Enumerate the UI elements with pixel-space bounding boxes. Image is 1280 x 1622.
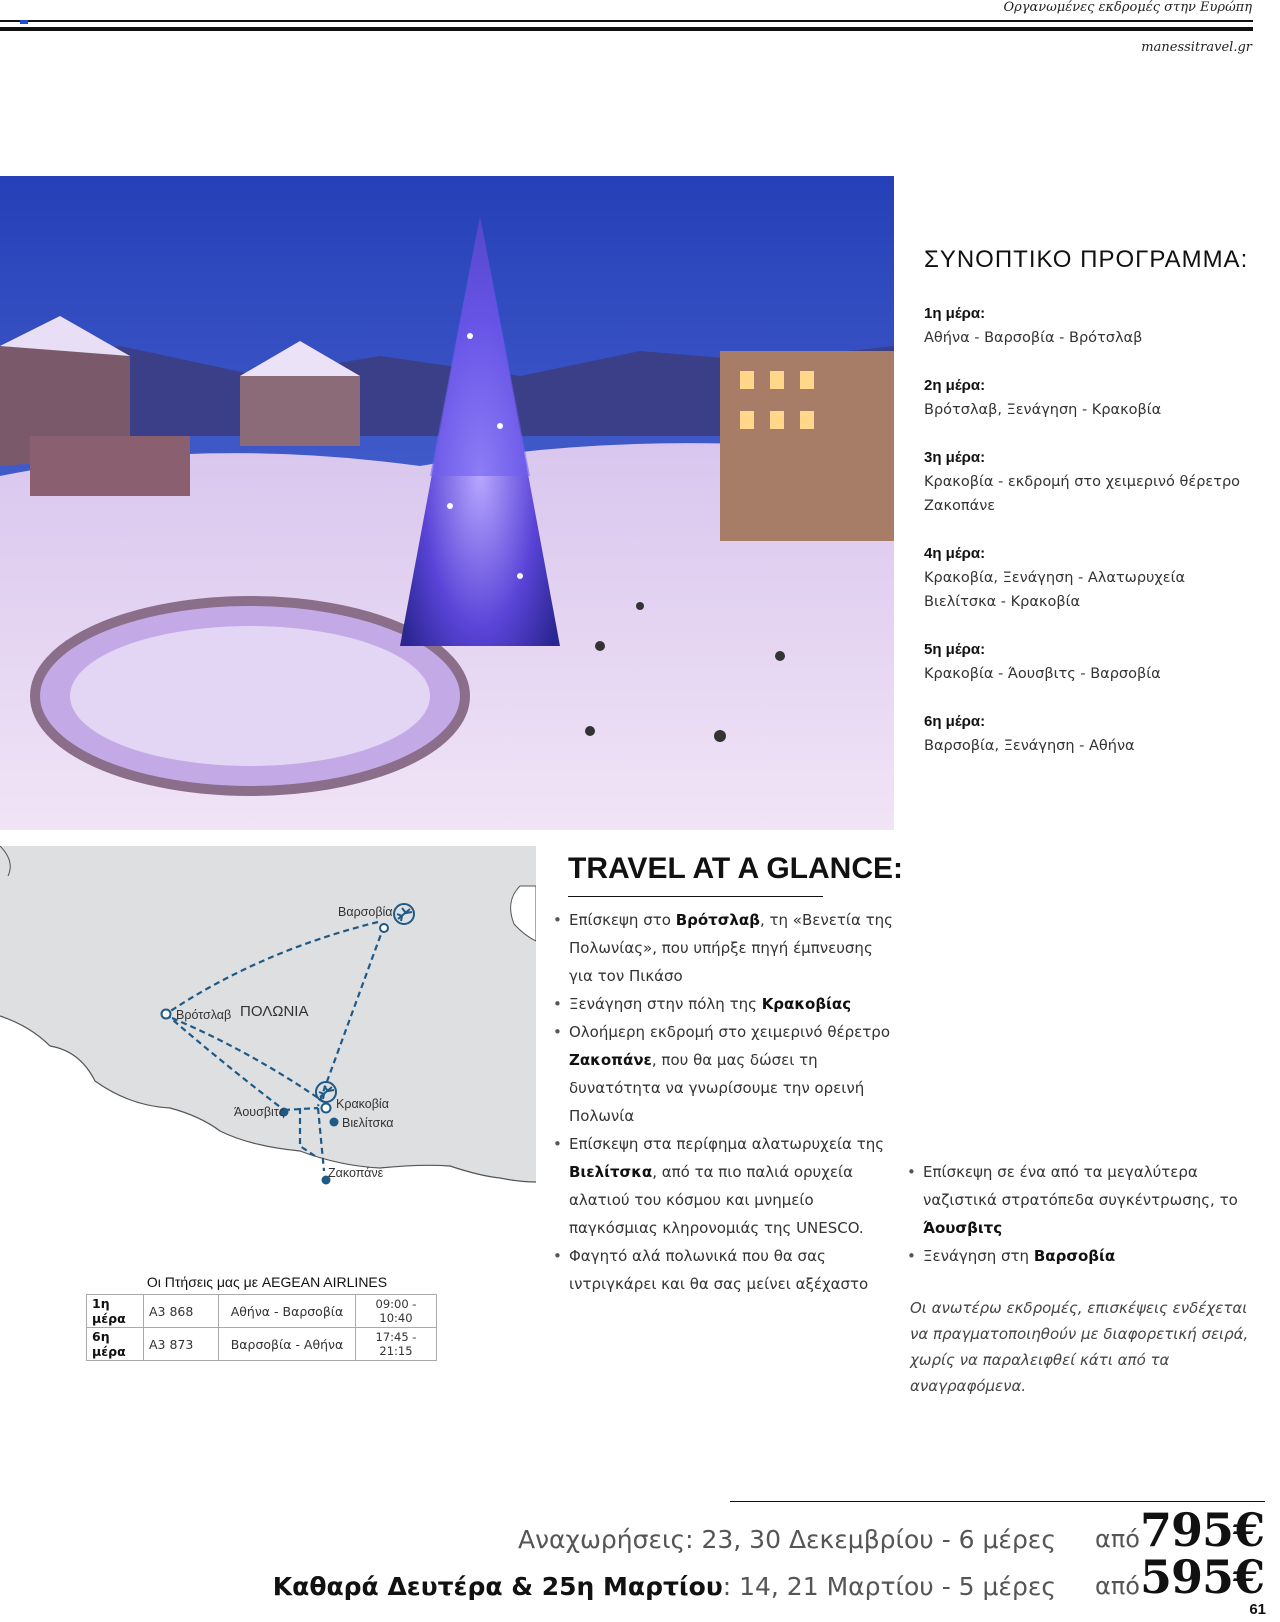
glance-text: Επίσκεψη στο [569, 911, 676, 929]
from-label: από [1095, 1572, 1140, 1600]
page-number: 61 [1249, 1601, 1266, 1618]
flights-table [86, 1294, 437, 1361]
flight-time: 17:45 - 21:15 [356, 1328, 437, 1361]
glance-item [907, 1158, 1247, 1242]
glance-text: Ολοήμερη εκδρομή στο χειμερινό θέρετρο [569, 1023, 891, 1041]
flights-title: Οι Πτήσεις μας με AEGEAN AIRLINES [146, 1274, 388, 1290]
from-label: από [1095, 1525, 1140, 1553]
header-rule [0, 20, 1253, 22]
glance-text: , από τα πιο παλιά ορυχεία αλατιού του κόσμου και μνημείο παγκόσμιας κληρονομιάς της UNESCO. [569, 1163, 864, 1237]
day-text: Βρότσλαβ, Ξενάγηση - Κρακοβία [924, 402, 1162, 418]
glance-rule [568, 896, 823, 897]
departures-line: Αναχωρήσεις: 23, 30 Δεκεμβρίου - 6 μέρες [517, 1525, 1056, 1554]
site-url: manessitravel.gr [1141, 40, 1252, 55]
day-text: Αθήνα - Βαρσοβία - Βρότσλαβ [924, 330, 1143, 346]
price-1: 795€ [1140, 1503, 1265, 1557]
glance-item [553, 1242, 893, 1298]
day-label: 1η μέρα: [924, 305, 986, 322]
day-text: Κρακοβία, Ξενάγηση - Αλατωρυχεία Βιελίτσκα - Κρακοβία [924, 570, 1186, 610]
glance-text: Ξενάγηση στην πόλη της [569, 995, 762, 1013]
glance-highlight: Βιελίτσκα [569, 1163, 653, 1181]
map-label-wroclaw: Βρότσλαβ [176, 1008, 232, 1022]
program-day [924, 542, 1254, 614]
zakopane-christmas-photo [0, 176, 894, 830]
flight-time: 09:00 - 10:40 [356, 1295, 437, 1328]
glance-text: Επίσκεψη σε ένα από τα μεγαλύτερα ναζιστικά στρατόπεδα συγκέντρωσης, το [923, 1163, 1238, 1209]
glance-list [553, 906, 893, 1298]
program-title: ΣΥΝΟΠΤΙΚΟ ΠΡΟΓΡΑΜΜΑ: [924, 246, 1249, 273]
flight-route: Αθήνα - Βαρσοβία [219, 1295, 356, 1328]
glance-item [907, 1242, 1247, 1270]
map-label-country: ΠΟΛΩΝΙΑ [240, 1003, 309, 1020]
program-day [924, 446, 1254, 518]
program-day [924, 638, 1254, 686]
route-map [0, 846, 536, 1218]
day-label: 5η μέρα: [924, 641, 986, 658]
glance-list-secondary [907, 1158, 1247, 1270]
glance-item [553, 906, 893, 990]
day-label: 3η μέρα: [924, 449, 986, 466]
map-label-auschwitz: Άουσβιτς [234, 1105, 285, 1119]
glance-text: , τη «Βενετία της Πολωνίας», που υπήρξε πηγή έμπνευσης για τον Πικάσο [569, 911, 893, 985]
day-label: 6η μέρα: [924, 713, 986, 730]
glance-text: Επίσκεψη στα περίφημα αλατωρυχεία της [569, 1135, 885, 1153]
glance-highlight: Ζακοπάνε [569, 1051, 652, 1069]
program-day [924, 374, 1254, 422]
header-rule-thick [0, 27, 1253, 31]
table-row [87, 1295, 437, 1328]
glance-highlight: Άουσβιτς [923, 1219, 1003, 1237]
glance-text: Φαγητό αλά πολωνικά που θα σας ιντριγκάρει και θα σας μείνει αξέχαστο [569, 1247, 869, 1293]
price-2: 595€ [1140, 1550, 1265, 1604]
header-accent-mark [20, 20, 28, 24]
day-label: 2η μέρα: [924, 377, 986, 394]
flight-day: 1η μέρα [87, 1295, 144, 1328]
map-label-wieliczka: Βιελίτσκα [342, 1116, 394, 1130]
departures-line-2 [273, 1572, 1056, 1601]
glance-text: , που θα μας δώσει τη δυνατότητα να γνωρίσουμε την ορεινή Πολωνία [569, 1051, 865, 1125]
table-row [87, 1328, 437, 1361]
day-text: Κρακοβία - Άουσβιτς - Βαρσοβία [924, 666, 1161, 682]
departures-text: : 14, 21 Μαρτίου - 5 μέρες [722, 1572, 1056, 1601]
glance-item [553, 990, 893, 1018]
flight-code: A3 873 [144, 1328, 219, 1361]
map-label-warsaw: Βαρσοβία [338, 905, 393, 919]
glance-highlight: Βαρσοβία [1033, 1247, 1116, 1265]
glance-item [553, 1130, 893, 1242]
departures-highlight: Καθαρά Δευτέρα & 25η Μαρτίου [272, 1572, 723, 1601]
program-list [924, 302, 1254, 782]
map-label-krakow: Κρακοβία [336, 1097, 389, 1111]
flight-code: A3 868 [144, 1295, 219, 1328]
day-text: Βαρσοβία, Ξενάγηση - Αθήνα [924, 738, 1135, 754]
glance-text: Ξενάγηση στη [923, 1247, 1034, 1265]
map-label-zakopane: Ζακοπάνε [328, 1166, 384, 1180]
flight-day: 6η μέρα [87, 1328, 144, 1361]
glance-highlight: Βρότσλαβ [675, 911, 760, 929]
flight-route: Βαρσοβία - Αθήνα [219, 1328, 356, 1361]
glance-highlight: Κρακοβίας [761, 995, 852, 1013]
day-label: 4η μέρα: [924, 545, 986, 562]
glance-title: TRAVEL AT A GLANCE: [568, 852, 903, 885]
program-day [924, 710, 1254, 758]
itinerary-note: Οι ανωτέρω εκδρομές, επισκέψεις ενδέχεται να πραγματοποιηθούν με διαφορετική σειρά, χωρίς να παραλειφθεί κάτι από τα αναγραφόμενα. [910, 1299, 1249, 1395]
day-text: Κρακοβία - εκδρομή στο χειμερινό θέρετρο Ζακοπάνε [924, 474, 1241, 514]
glance-item [553, 1018, 893, 1130]
program-day [924, 302, 1254, 350]
price-rule [730, 1501, 1265, 1502]
header-caption: Οργανωμένες εκδρομές στην Ευρώπη [1003, 0, 1252, 15]
